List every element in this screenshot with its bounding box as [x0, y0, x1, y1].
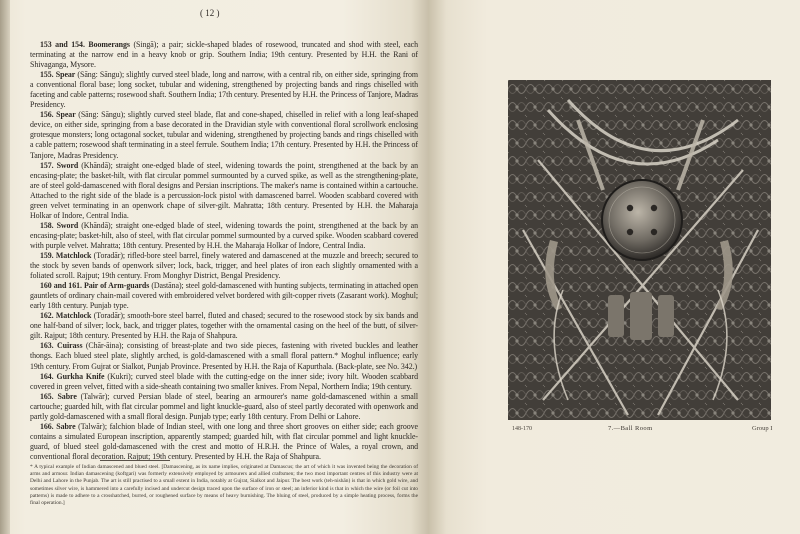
page-edge: [0, 0, 10, 534]
entry-description: (Chār-āina); consisting of breast-plate and two side pieces, fastening with riveted buckles and leather thongs. Each blued steel plate, slightly arched, is gold-damascened with a small floral pattern.* Moghul influence; early 19th century. From Gujrat or Sialkot, Punjab Province. Presented by H.H. the Raja of Kapurthala. (Back-plate, see No. 342.): [30, 341, 419, 371]
entry-heading: 158. Sword: [40, 220, 79, 230]
entry-heading: 164. Gurkha Knife: [40, 371, 105, 381]
catalogue-entry: [30, 311, 418, 341]
entry-description: (Talwār); curved Persian blade of steel, bearing an armourer's name gold-damascened within a small cartouche; guarded hilt, with flat circular pommel and light knuckle-guard, also of steel partly decorated with openwork and partly gold-damascened with a small floral design. Punjab type; early 18th century. From Delhi or Lahore.: [30, 391, 418, 421]
catalogue-entry: [30, 221, 418, 251]
plate-caption: 7.—Ball Room: [608, 425, 653, 432]
entry-heading: 163. Cuirass: [40, 341, 83, 351]
entry-description: (Sāng: Sāngu); slightly curved steel blade, long and narrow, with a central rib, on either side, springing from a conventional floral base; long socket, tubular and widening, strengthened by projecting bands and rings chiselled with faceting and cable patterns; rosewood shaft. Southern India; 17th century. Presented by H.H. the Princess of Tanjore, Madras Presidency.: [30, 70, 418, 110]
entry-description: (Toradār); rifled-bore steel barrel, finely watered and damascened at the muzzle and breech; secured to the stock by seven bands of openwork silver; lock, back, trigger, and heel plates of iron each slightly ornamented with a foliated scroll. Rajput; 19th century. From Monghyr District, Bengal Presidency.: [30, 250, 418, 281]
entry-heading: 156. Spear: [40, 110, 76, 120]
entry-heading: 166. Sabre: [40, 421, 76, 431]
entry-heading: 153 and 154. Boomerangs: [40, 40, 130, 49]
catalogue-entry: [30, 392, 418, 422]
entry-description: (Khāndā); straight one-edged blade of steel, widening towards the point, strengthened at the back by an encasing-plate; the basket-hilt, with flat circular pommel surmounted by a curved spike, as well as the strengthening-plate, are of steel gold-damascened with floral designs and Persian inscriptions. The maker's name is contained within a cartouche. Attached to the right side of the blade is a percussion-lock pistol with damascened barrel. Wooden scabbard covered with green velvet terminating in an openwork chape of silver-gilt. Mahratta; 18th century. Presented by H.H. the Maharaja Holkar of Indore, Central India.: [30, 160, 418, 220]
catalogue-entry: [30, 422, 418, 462]
catalogue-entry: [30, 251, 418, 281]
entry-heading: 157. Sword: [40, 160, 79, 170]
plate-photograph: [508, 80, 771, 420]
footnote-rule: [100, 460, 170, 461]
catalogue-entry: [30, 40, 418, 70]
entry-description: (Toradār); smooth-bore steel barrel, fluted and chased; secured to the rosewood stock by six bands and one half-band of silver; lock, back, and trigger plates, together with the ornamental casing on the heel of the butt, of silver-gilt. Rajput; 18th century. Presented by H.H. the Raja of Shahpura.: [30, 311, 418, 341]
entry-description: (Sāng: Sāngu); slightly curved steel blade, flat and cone-shaped, chiselled in relief with a long leaf-shaped device, on either side, springing from a base decorated in the Dravidian style with conventional floral scrollwork enclosing grotesque monsters; long octagonal socket, tubular and widening, strengthened by projecting bands and rings chiselled with a cable pattern; rosewood shaft terminating in a steel ferrule. Southern India; 17th century. Presented by H.H. the Princess of Tanjore, Madras Presidency.: [30, 110, 418, 160]
entry-description: (Singā); a pair; sickle-shaped blades of rosewood, truncated and shod with steel, each terminating at the narrow end in a heavy knob or grip. Southern India; 19th century. Presented by H.H. the Rani of Shivaganga, Mysore.: [30, 40, 419, 70]
entry-description: (Khāndā); straight one-edged blade of steel, widening towards the point, strengthened at the back by an encasing-plate; basket-hilt, also of steel, with flat circular pommel surmounted by a curved spike. Wooden scabbard covered with purple velvet. Mahratta; 18th century. Presented by H.H. the Maharaja Holkar of Indore, Central India.: [30, 220, 418, 250]
entry-heading: 160 and 161. Pair of Arm-guards: [40, 281, 150, 291]
catalogue-entry: [30, 281, 418, 311]
entry-description: (Dastāna); steel gold-damascened with hunting subjects, terminating in attached open gauntlets of ordinary chain-mail covered with embroidered velvet bordered with gilt-copper rivets (Zasarant work). Moghul; early 18th century. Punjab type.: [30, 281, 418, 311]
arms-trophy-image: [508, 80, 771, 420]
entry-description: (Kukri); curved steel blade with the cutting-edge on the inner side; ivory hilt. Wooden scabbard covered in green velvet, fitted with a side-sheath containing two smaller knives. From Nepal, Northern India; 19th century.: [30, 371, 418, 391]
entry-description: (Talwār); falchion blade of Indian steel, with one long and three short grooves on either side; each groove contains a simulated European inscription, apparently stamped; guarded hilt, with flat circular pommel and light knuckle-guard, of blued steel gold-damascened with the crest and motto of H.R.H. the Prince of Wales, a royal crown, and conventional floral decoration. Rajput; 19th century. Presented by H.H. the Raja of Shahpura.: [30, 421, 418, 461]
entry-heading: 155. Spear: [40, 70, 76, 80]
entry-heading: 162. Matchlock: [40, 311, 92, 321]
page-number: ( 12 ): [200, 8, 220, 18]
catalogue-entry: [30, 110, 418, 160]
plate-group-label: Group I: [752, 425, 773, 432]
entry-heading: 165. Sabre: [40, 391, 77, 401]
catalogue-entries: [30, 40, 418, 462]
catalogue-entry: [30, 161, 418, 221]
entry-heading: 159. Matchlock: [40, 250, 92, 260]
catalogue-entry: [30, 372, 418, 392]
catalogue-entry: [30, 341, 418, 371]
plate-number-range: 148-170: [512, 426, 532, 432]
catalogue-entry: [30, 70, 418, 110]
footnote: * A typical example of Indian damascened and blued steel. [Damascening, as its name implies, originated at Damascus; the art of which it was invented being the decoration of arms and armour. Indian damascening (koftgari) was formerly extensively employed by armourers and allied craftsmen; the two most important centres of this industry were at Delhi and Lahore in the Punjab. The art is still practised to a small extent in India, notably at Gujrat, Sialkot and Jaipur. The best work (teh-nishān) is that in which gold wire, and sometimes silver wire, is hammered into a carefully incised and undercut design traced upon the surface of iron or steel; an inferior kind is that in which the wire (or foil cut into patterns) is made to adhere to a crosshatched, burred, or roughened surface by means of heavy burnishing. The bluing of steel, produced by a simple heating process, forms the final operation.]: [30, 464, 418, 507]
